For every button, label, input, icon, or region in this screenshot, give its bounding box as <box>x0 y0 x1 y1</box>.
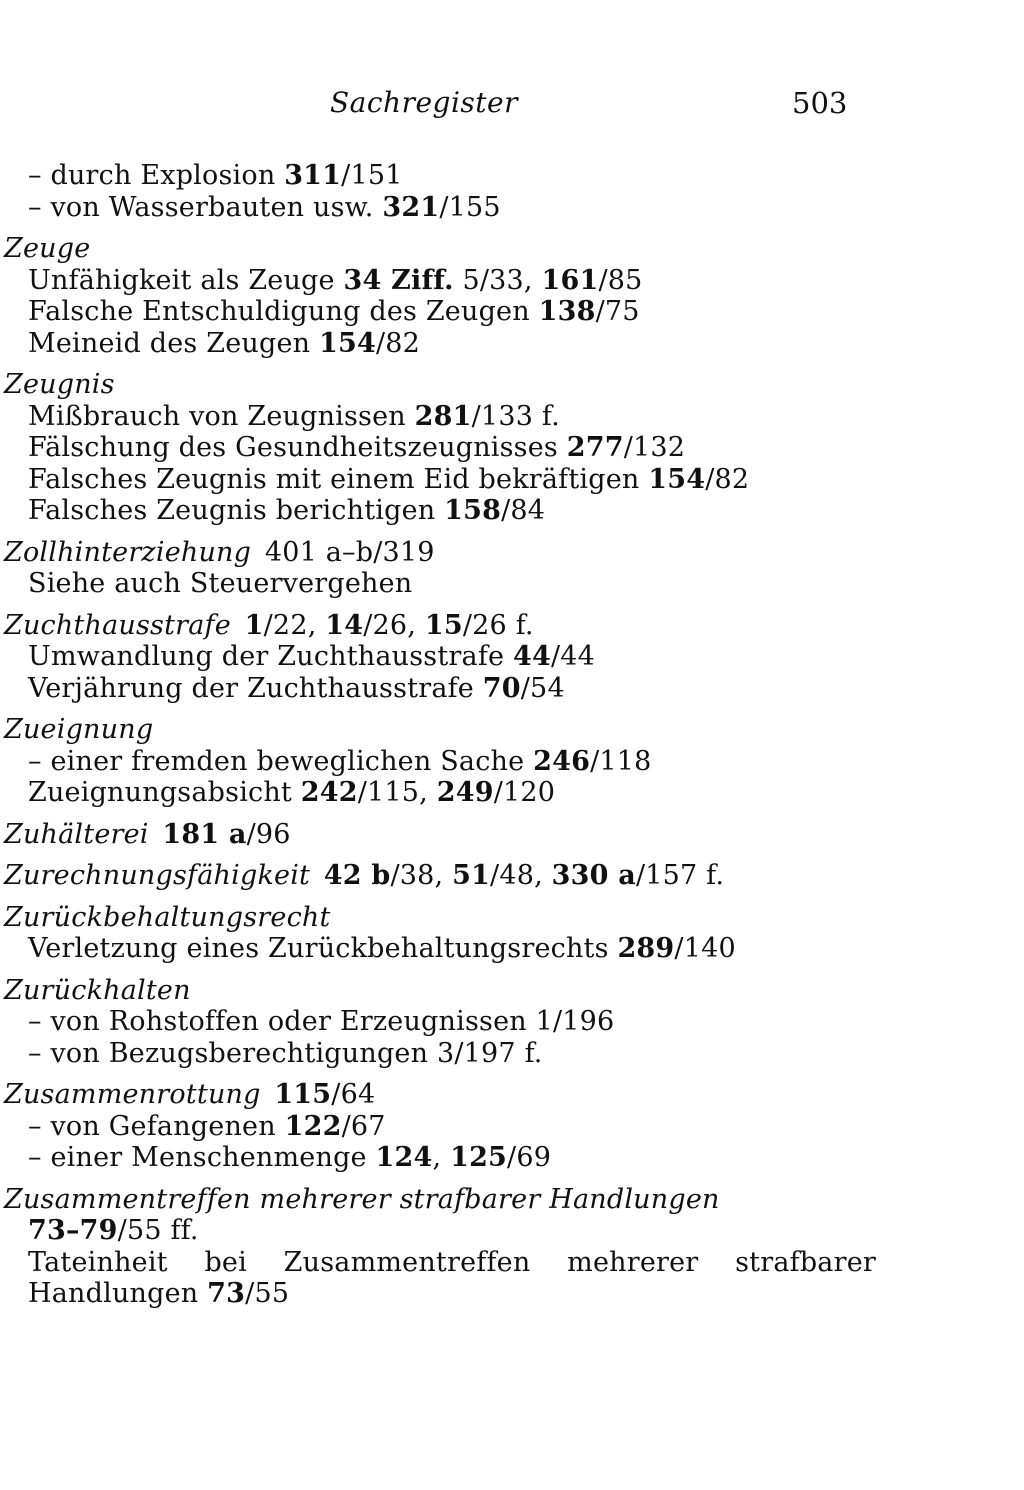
index-text: /140 <box>674 933 736 964</box>
section-reference: 42 b <box>323 860 391 891</box>
index-entry <box>0 714 1000 746</box>
index-subentry <box>0 265 1000 297</box>
section-reference: 70 <box>482 672 521 704</box>
index-text: /55 ff. <box>117 1215 199 1246</box>
section-reference: 181 a <box>162 818 247 850</box>
index-term: Zusammentreffen mehrerer strafbarer Handlungen <box>4 1183 720 1215</box>
index-text: – durch Explosion <box>28 160 285 191</box>
index-text: Falsches Zeugnis mit einem Eid bekräftigen <box>28 463 649 495</box>
section-reference: 138 <box>538 296 596 327</box>
section-reference: 249 <box>436 777 494 808</box>
index-text: 401 a–b/319 <box>264 536 435 568</box>
index-text: /22, <box>263 609 326 641</box>
index-text: Zueignungsabsicht <box>28 777 301 808</box>
index-subentry <box>0 1215 1000 1247</box>
section-reference: 124 <box>375 1142 433 1173</box>
section-reference: 14 <box>325 609 364 641</box>
index-text: /85 <box>598 264 643 296</box>
index-text: Verjährung der Zuchthausstrafe <box>28 672 483 704</box>
index-text: – von Gefangenen <box>28 1110 285 1142</box>
section-reference: 281 <box>414 400 472 432</box>
section-reference: 242 <box>300 777 358 808</box>
page-number: 503 <box>792 86 848 120</box>
index-subentry <box>0 495 1000 527</box>
index-text: /84 <box>501 495 546 526</box>
index-term: Zurechnungsfähigkeit <box>4 860 311 891</box>
index-text: /82 <box>375 327 421 359</box>
section-reference: 321 <box>382 191 440 223</box>
section-reference: 34 Ziff. <box>343 264 454 296</box>
index-text: /26 f. <box>462 609 534 641</box>
section-reference: 122 <box>284 1110 342 1142</box>
index-subentry <box>0 1006 1000 1038</box>
index-term: Zueignung <box>4 714 154 745</box>
index-text: /69 <box>507 1142 552 1173</box>
index-entry <box>0 902 1000 934</box>
index-text: Umwandlung der Zuchthausstrafe <box>28 641 513 672</box>
index-subentry <box>0 401 1000 433</box>
index-text: /132 <box>623 432 686 463</box>
index-subentry <box>0 328 1000 360</box>
index-text: /133 f. <box>471 400 560 432</box>
index-subentry <box>0 933 1000 965</box>
section-reference: 330 a <box>551 860 636 891</box>
index-text: Fälschung des Gesundheitszeugnisses <box>28 432 567 463</box>
section-reference: 51 <box>452 860 491 891</box>
index-subentry <box>0 777 1000 809</box>
page-header <box>0 86 1024 130</box>
index-subentry <box>0 641 1000 673</box>
index-subentry <box>0 1247 876 1279</box>
section-reference: 246 <box>533 745 591 777</box>
index-subentry <box>0 568 1000 600</box>
index-text: /75 <box>595 296 640 327</box>
index-entry <box>0 975 1000 1007</box>
subject-index <box>0 160 1000 1310</box>
index-text: Tateinheit bei Zusammentreffen mehrerer strafbarer <box>28 1246 876 1278</box>
section-reference: 154 <box>319 327 376 359</box>
index-text: /155 <box>439 191 501 223</box>
index-text: , <box>432 1142 451 1173</box>
index-text: /157 f. <box>635 860 725 891</box>
index-text: – einer Menschenmenge <box>28 1142 376 1173</box>
index-text: /44 <box>550 641 596 672</box>
index-text: /115, <box>357 777 437 808</box>
index-text: Meineid des Zeugen <box>28 327 319 359</box>
index-entry <box>0 819 1000 851</box>
index-term: Zuhälterei <box>4 818 149 850</box>
index-text: Falsche Entschuldigung des Zeugen <box>28 296 539 327</box>
section-reference: 154 <box>648 463 706 495</box>
section-reference: 73 <box>207 1278 246 1309</box>
index-text: /82 <box>705 463 750 495</box>
index-text: Unfähigkeit als Zeuge <box>28 264 344 296</box>
section-reference: 125 <box>450 1142 508 1173</box>
section-reference: 44 <box>512 641 551 672</box>
index-term: Zuchthausstrafe <box>4 609 231 641</box>
index-text: 5/33, <box>453 264 542 296</box>
index-subentry <box>0 296 1000 328</box>
index-text: – von Wasserbauten usw. <box>28 191 383 223</box>
index-text: Siehe auch Steuervergehen <box>28 568 413 599</box>
index-text: /26, <box>363 609 425 641</box>
index-text: /120 <box>493 777 556 808</box>
index-entry <box>0 537 1000 569</box>
index-subentry <box>0 160 1000 192</box>
index-subentry <box>0 432 1000 464</box>
index-term: Zurückhalten <box>4 974 191 1006</box>
index-term: Zollhinterziehung <box>4 536 252 568</box>
index-entry <box>0 1184 1000 1216</box>
section-reference: 15 <box>424 609 463 641</box>
index-text: /67 <box>341 1110 386 1142</box>
index-subentry <box>0 1111 1000 1143</box>
index-entry <box>0 1079 1000 1111</box>
index-subentry <box>0 746 1000 778</box>
section-reference: 161 <box>541 264 599 296</box>
index-term: Zeuge <box>4 233 91 264</box>
running-title: Sachregister <box>330 86 518 119</box>
index-entry <box>0 369 1000 401</box>
index-term: Zurückbehaltungsrecht <box>4 901 331 933</box>
section-reference: 73–79 <box>28 1215 118 1246</box>
index-subentry <box>0 1278 1000 1310</box>
index-text: Verletzung eines Zurückbehaltungsrechts <box>28 933 618 964</box>
index-subentry <box>0 673 1000 705</box>
index-text: /96 <box>246 818 291 850</box>
index-term: Zusammenrottung <box>4 1079 261 1110</box>
section-reference: 1 <box>244 609 264 641</box>
index-text: Mißbrauch von Zeugnissen <box>28 400 415 432</box>
index-text: Handlungen <box>28 1278 208 1309</box>
index-text: /118 <box>590 745 652 777</box>
index-text: /64 <box>331 1079 376 1110</box>
index-text: Falsches Zeugnis berichtigen <box>28 495 445 526</box>
index-text: – einer fremden beweglichen Sache <box>28 745 534 777</box>
index-entry <box>0 610 1000 642</box>
section-reference: 158 <box>444 495 502 526</box>
index-text: – von Bezugsberechtigungen 3/197 f. <box>28 1037 543 1069</box>
index-term: Zeugnis <box>4 369 115 400</box>
section-reference: 311 <box>284 160 342 191</box>
section-reference: 277 <box>566 432 624 463</box>
index-entry <box>0 233 1000 265</box>
index-text: – von Rohstoffen oder Erzeugnissen 1/196 <box>28 1006 615 1037</box>
index-text: /48, <box>490 860 552 891</box>
index-text: /55 <box>245 1278 290 1309</box>
section-reference: 289 <box>617 933 675 964</box>
index-entry <box>0 860 1000 892</box>
index-text: /54 <box>520 672 565 704</box>
index-subentry <box>0 464 1000 496</box>
index-subentry <box>0 1142 1000 1174</box>
index-text: /38, <box>390 860 453 891</box>
index-subentry <box>0 1038 1000 1070</box>
index-text: /151 <box>341 160 403 191</box>
index-subentry <box>0 192 1000 224</box>
section-reference: 115 <box>274 1079 332 1110</box>
